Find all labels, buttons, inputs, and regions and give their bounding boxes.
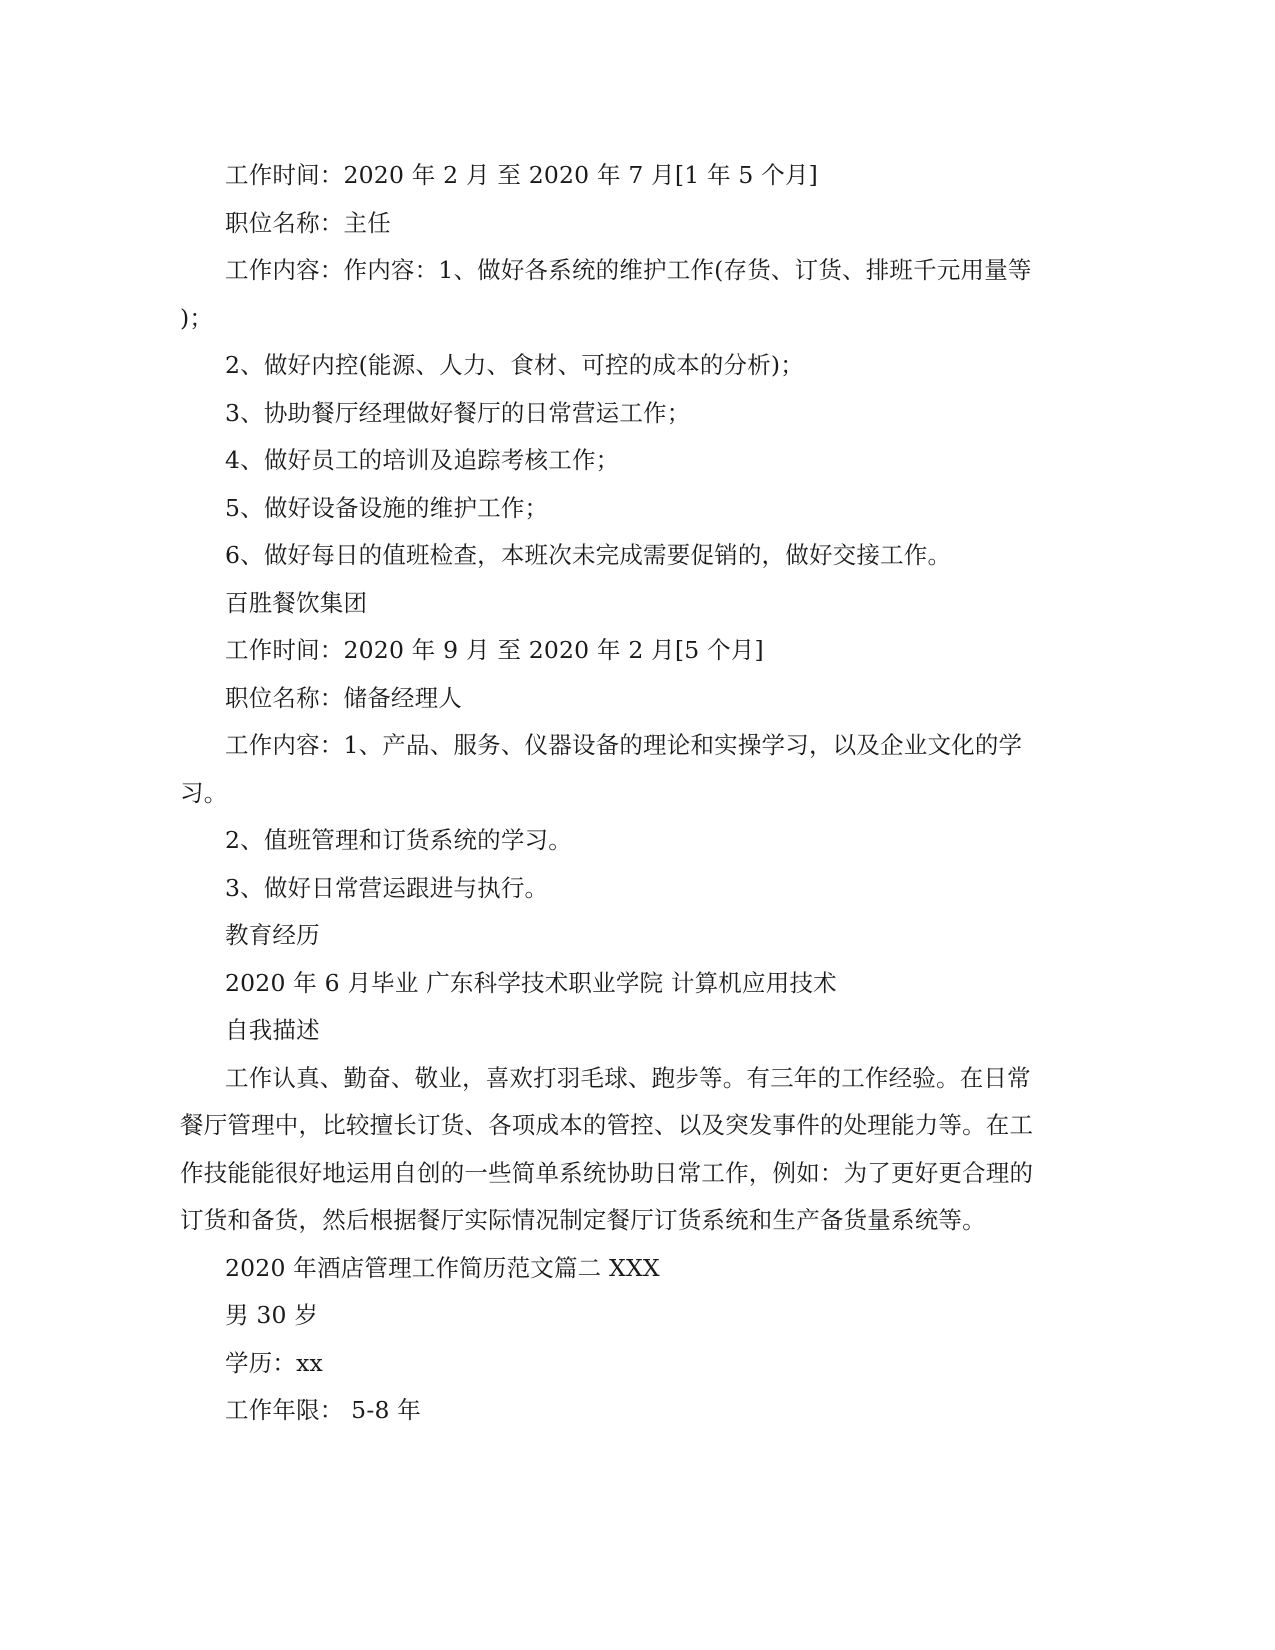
education-level-line: 学历：xx xyxy=(225,1348,324,1377)
work-period-line: 工作时间：2020 年 2 月 至 2020 年 7 月[1 年 5 个月] xyxy=(225,161,819,189)
duty-item: 3、协助餐厅经理做好餐厅的日常营运工作； xyxy=(225,398,691,427)
duty-item: 5、做好设备设施的维护工作； xyxy=(225,493,549,522)
duty-item: 4、做好员工的培训及追踪考核工作； xyxy=(225,446,620,474)
duty-item: 6、做好每日的值班检查，本班次未完成需要促销的，做好交接工作。 xyxy=(225,541,952,569)
self-description-paragraph: 餐厅管理中，比较擅长订货、各项成本的管控、以及突发事件的处理能力等。在工 xyxy=(180,1111,1034,1139)
duty-item: 3、做好日常营运跟进与执行。 xyxy=(225,873,549,902)
job-content-line: 工作内容：1、产品、服务、仪器设备的理论和实操学习，以及企业文化的学 xyxy=(225,731,1023,759)
section-heading-self-description: 自我描述 xyxy=(225,1016,320,1044)
job-content-line: 工作内容：作内容：1、做好各系统的维护工作(存货、订货、排班千元用量等 xyxy=(225,256,1032,284)
gender-age-line: 男 30 岁 xyxy=(225,1301,319,1329)
education-entry: 2020 年 6 月毕业 广东科学技术职业学院 计算机应用技术 xyxy=(225,968,837,997)
self-description-paragraph: 订货和备货，然后根据餐厅实际情况制定餐厅订货系统和生产备货量系统等。 xyxy=(180,1206,986,1234)
company-name: 百胜餐饮集团 xyxy=(225,588,368,617)
job-title-line: 职位名称：主任 xyxy=(225,208,391,237)
job-title-line: 职位名称：储备经理人 xyxy=(225,683,462,712)
document-page xyxy=(180,152,1080,1435)
work-period-line: 工作时间：2020 年 9 月 至 2020 年 2 月[5 个月] xyxy=(225,636,764,664)
job-content-continuation: 习。 xyxy=(180,778,228,807)
section-heading-education: 教育经历 xyxy=(225,921,320,949)
job-content-continuation: )； xyxy=(180,303,214,332)
work-years-line: 工作年限： 5-8 年 xyxy=(225,1396,421,1424)
duty-item: 2、做好内控(能源、人力、食材、可控的成本的分析)； xyxy=(225,351,804,379)
duty-item: 2、值班管理和订货系统的学习。 xyxy=(225,826,572,854)
resume-sample-title: 2020 年酒店管理工作简历范文篇二 XXX xyxy=(225,1253,660,1282)
self-description-paragraph: 作技能能很好地运用自创的一些简单系统协助日常工作，例如：为了更好更合理的 xyxy=(180,1158,1034,1187)
self-description-paragraph: 工作认真、勤奋、敬业，喜欢打羽毛球、跑步等。有三年的工作经验。在日常 xyxy=(225,1063,1031,1092)
